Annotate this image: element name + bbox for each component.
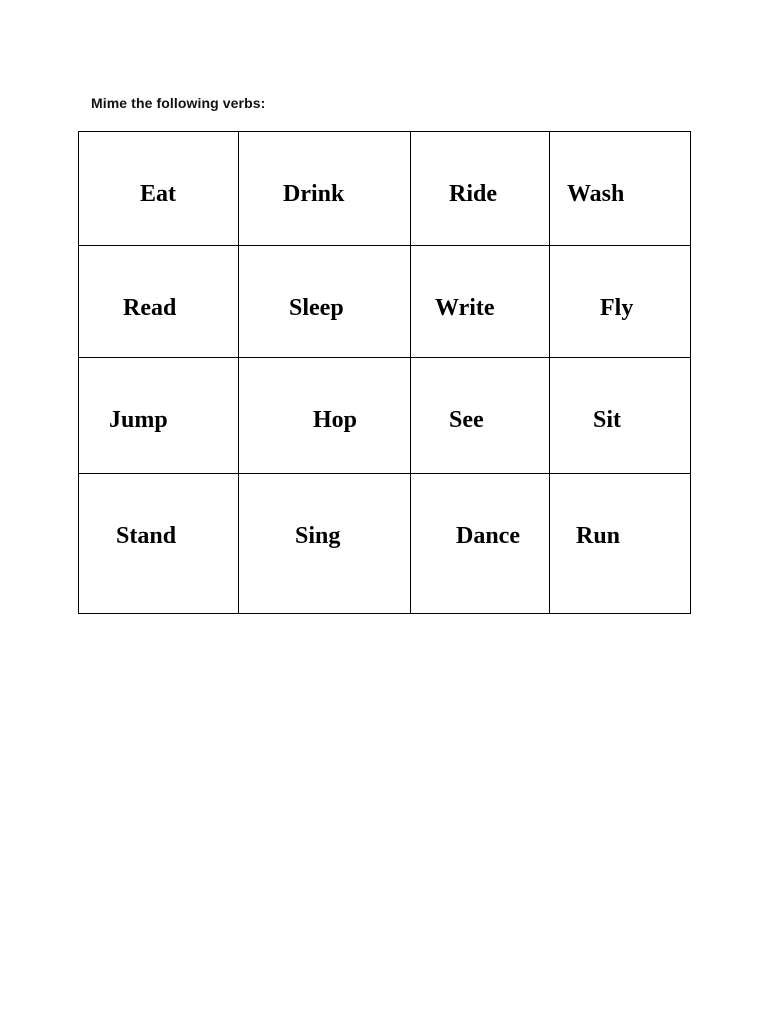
- table-cell: [411, 358, 550, 474]
- table-cell: [550, 132, 691, 246]
- verb-sing: Sing: [295, 523, 341, 549]
- verb-ride: Ride: [449, 181, 497, 207]
- table-cell: [550, 246, 691, 358]
- verb-run: Run: [576, 523, 621, 549]
- table-row: [79, 358, 691, 474]
- verb-table: [78, 131, 691, 614]
- table-cell: [239, 358, 411, 474]
- table-cell: [239, 474, 411, 614]
- verb-sit: Sit: [593, 407, 622, 433]
- table-cell: [550, 358, 691, 474]
- table-cell: [79, 474, 239, 614]
- table-row: [79, 246, 691, 358]
- table-cell: [79, 246, 239, 358]
- verb-hop: Hop: [313, 407, 358, 433]
- table-cell: [239, 132, 411, 246]
- verb-write: Write: [435, 295, 495, 321]
- instruction-text: Mime the following verbs:: [91, 95, 266, 111]
- verb-eat: Eat: [140, 181, 176, 207]
- verb-sleep: Sleep: [289, 295, 344, 321]
- table-cell: [411, 474, 550, 614]
- verb-dance: Dance: [456, 523, 520, 549]
- table-row: [79, 474, 691, 614]
- table-cell: [411, 246, 550, 358]
- verb-see: See: [449, 407, 484, 433]
- verb-wash: Wash: [567, 181, 625, 207]
- table-cell: [79, 132, 239, 246]
- verb-stand: Stand: [116, 523, 177, 549]
- verb-read: Read: [123, 295, 177, 321]
- table-row: [79, 132, 691, 246]
- table-cell: [550, 474, 691, 614]
- verb-jump: Jump: [109, 407, 168, 433]
- verb-drink: Drink: [283, 181, 345, 207]
- table-cell: [239, 246, 411, 358]
- table-cell: [79, 358, 239, 474]
- table-cell: [411, 132, 550, 246]
- verb-fly: Fly: [600, 295, 634, 321]
